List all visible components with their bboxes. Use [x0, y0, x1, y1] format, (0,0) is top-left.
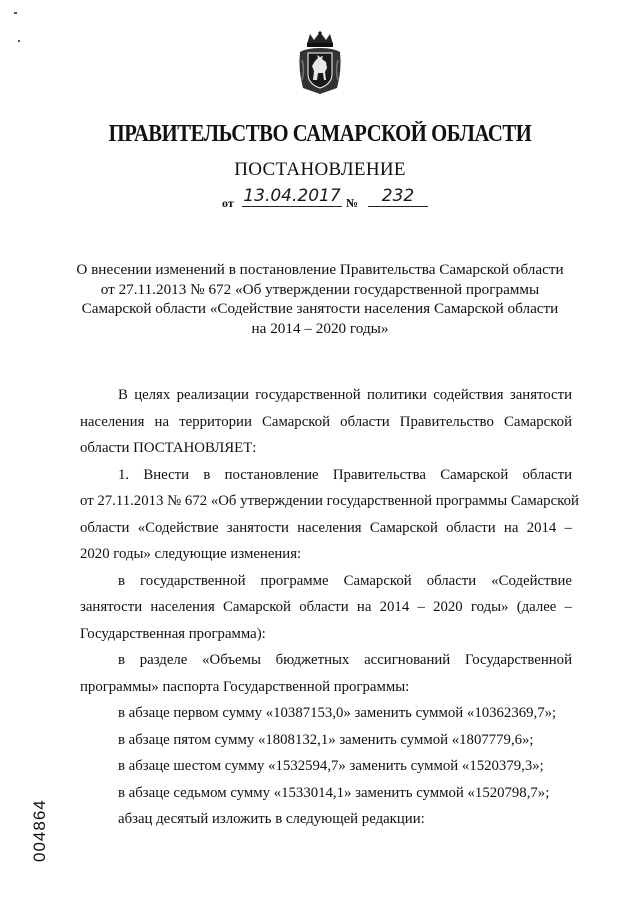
scan-speck — [18, 40, 20, 42]
date-number-line — [222, 188, 432, 212]
document-body — [80, 382, 579, 833]
body-line: области ПОСТАНОВЛЯЕТ: — [80, 440, 257, 456]
body-line: в государственной программе Самарской области «Содействие — [118, 572, 572, 589]
subject-line: от 27.11.2013 № 672 «Об утверждении государственной программы — [100, 280, 540, 298]
body-line: В целях реализации государственной политики содействия занятости — [118, 387, 572, 403]
scan-speck — [14, 12, 17, 14]
coat-of-arms-icon — [297, 30, 343, 96]
date-prefix: от — [222, 196, 234, 210]
document-type: ПОСТАНОВЛЕНИЕ — [234, 159, 406, 180]
coat-of-arms-emblem — [297, 30, 343, 96]
subject-line: О внесении изменений в постановление Правительства Самарской области — [76, 261, 564, 278]
body-line: в абзаце первом сумму «10387153,0» заменить суммой «10362369,7»; — [118, 705, 557, 721]
body-line: программы» паспорта Государственной программы: — [80, 678, 410, 695]
number-prefix: № — [346, 196, 359, 210]
subject-line: Самарской области «Содействие занятости населения Самарской области — [81, 300, 559, 318]
body-line: занятости населения Самарской области на 2014 – 2020 годы» (далее – — [80, 599, 572, 615]
body-line: 1. Внести в постановление Правительства Самарской области — [118, 466, 572, 483]
body-line: Государственная программа): — [80, 625, 266, 642]
body-line: 2020 годы» следующие изменения: — [80, 546, 302, 562]
body-line: населения на территории Самарской области Правительство Самарской — [80, 413, 572, 430]
body-line: в абзаце седьмом сумму «1533014,1» заменить суммой «1520798,7»; — [118, 784, 550, 801]
handwritten-number: 232 — [368, 186, 428, 207]
body-line: в разделе «Объемы бюджетных ассигнований Государственной — [118, 652, 572, 668]
government-title: ПРАВИТЕЛЬСТВО САМАРСКОЙ ОБЛАСТИ — [108, 121, 532, 147]
handwritten-date: 13.04.2017 — [243, 186, 341, 206]
body-line: абзац десятый изложить в следующей редакции: — [118, 811, 425, 827]
registration-stamp-number: 004864 — [30, 799, 49, 862]
body-line: от 27.11.2013 № 672 «Об утверждении государственной программы Самарской — [80, 493, 579, 509]
subject-line: на 2014 – 2020 годы» — [251, 319, 389, 337]
body-line: в абзаце шестом сумму «1532594,7» заменить суммой «1520379,3»; — [118, 758, 544, 774]
body-line: области «Содействие занятости населения Самарской области на 2014 – — [80, 519, 572, 536]
document-subject — [70, 260, 570, 338]
body-line: в абзаце пятом сумму «1808132,1» заменить суммой «1807779,6»; — [118, 731, 534, 748]
